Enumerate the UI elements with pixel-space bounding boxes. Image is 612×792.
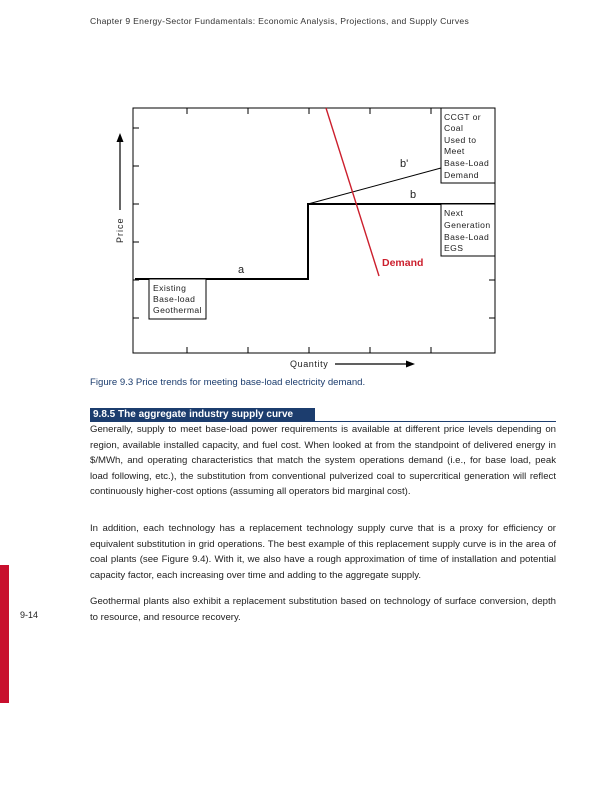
label-b: b (410, 189, 417, 201)
box-existing-line-3: Geothermal (153, 305, 202, 315)
supply-line-b-prime (308, 168, 441, 204)
x-axis-label: Quantity (290, 359, 329, 369)
paragraph-3: Geothermal plants also exhibit a replacement substitution based on technology of surface conversion, depth to resource, and resource recovery. (90, 596, 556, 623)
label-a: a (238, 264, 245, 276)
box-existing-line-2: Base-load (153, 294, 196, 304)
demand-curve (326, 108, 379, 276)
supply-curve-figure (0, 0, 612, 380)
page-number: 9-14 (20, 610, 39, 620)
paragraph-1: Generally, supply to meet base-load power requirements is available at different price levels depending on region, available installed capacity, and fuel cost. When looked at from the standpoint of delivered energy in $/MWh, and operating characteristics that match the system operations demand (i.e., for base load, peak load following, etc.), the substitution from conventional pulverized coal to supercritical generation will reflect continuously higher-cost options (assuming all operators bid marginal cost). (90, 424, 556, 497)
label-b-prime: b' (400, 158, 409, 170)
y-axis-arrow-head (117, 133, 124, 142)
box-ccgt-line-5: Base-Load (444, 158, 490, 168)
x-axis-arrow-head (406, 361, 415, 368)
box-ccgt-line-4: Meet (444, 146, 465, 156)
y-axis-label: Price (115, 217, 125, 243)
box-ccgt-line-2: Coal (444, 123, 464, 133)
running-header: Chapter 9 Energy-Sector Fundamentals: Economic Analysis, Projections, and Supply Curves (90, 16, 470, 26)
box-next-gen-line-1: Next (444, 208, 464, 218)
label-demand: Demand (382, 257, 424, 269)
box-next-gen-line-4: EGS (444, 243, 464, 253)
box-next-gen-line-2: Generation (444, 220, 491, 230)
section-heading: 9.8.5 The aggregate industry supply curve (90, 408, 315, 422)
box-existing-line-1: Existing (153, 283, 187, 293)
box-ccgt-line-3: Used to (444, 135, 477, 145)
box-ccgt-line-6: Demand (444, 170, 479, 180)
box-next-gen-line-3: Base-Load (444, 232, 490, 242)
figure-caption: Figure 9.3 Price trends for meeting base-load electricity demand. (90, 377, 366, 388)
chapter-side-bar (0, 565, 9, 703)
box-ccgt-line-1: CCGT or (444, 112, 482, 122)
paragraph-2: In addition, each technology has a replacement technology supply curve that is a proxy for efficiency or equivalent substitution in grid operations. The best example of this replacement supply curve is in the area of coal plants (see Figure 9.4). With it, we also have a rough approximation of time of installation and potential capacity factor, each increasing over time and adding to the aggregate supply. (90, 523, 556, 581)
